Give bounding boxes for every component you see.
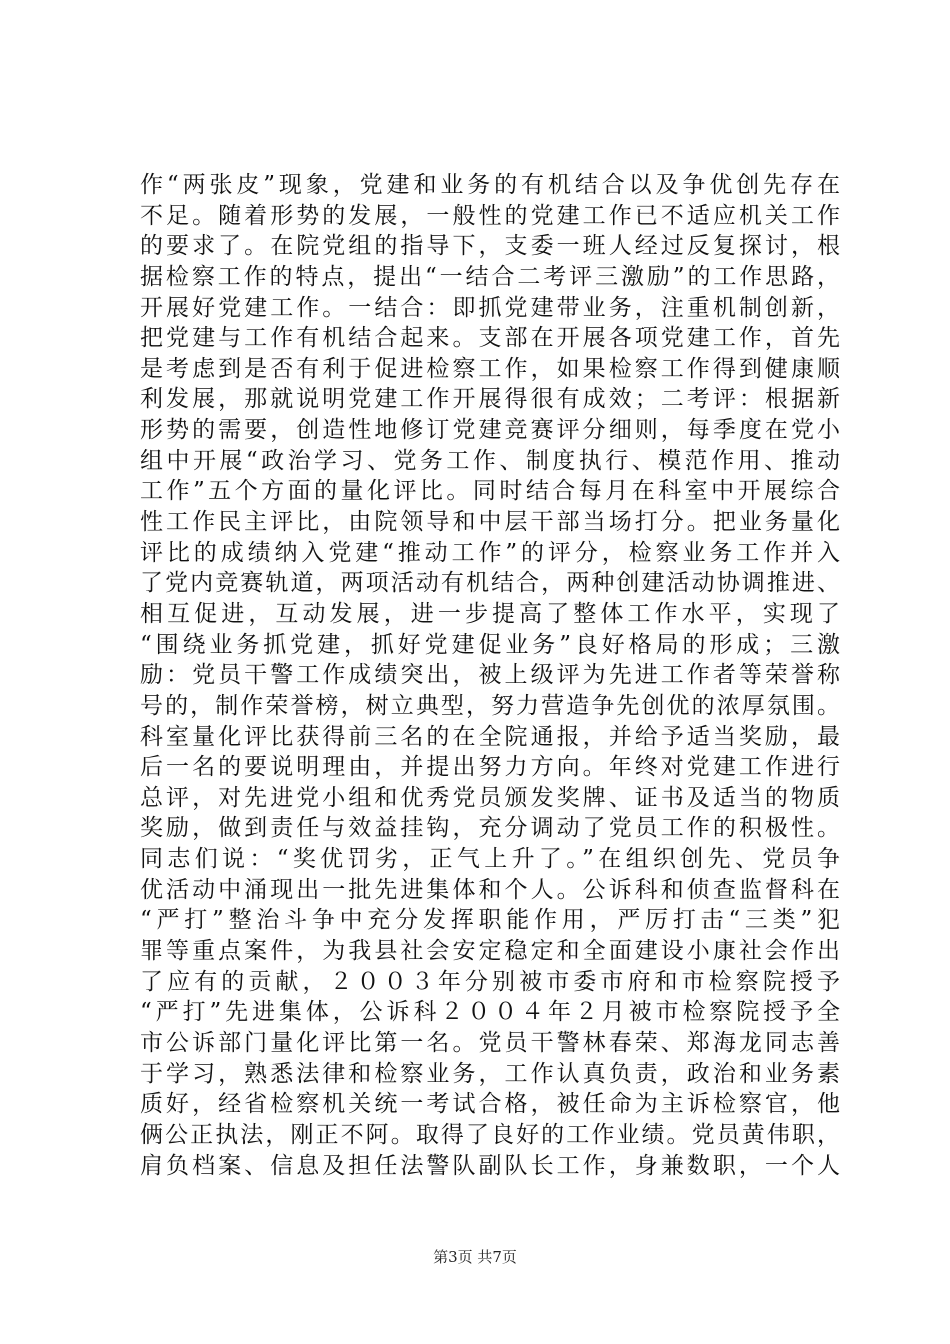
text-line: 科室量化评比获得前三名的在全院通报，并给予适当奖励，最 bbox=[140, 723, 840, 750]
text-line: 俩公正执法，刚正不阿。取得了良好的工作业绩。党员黄伟职， bbox=[140, 1121, 840, 1148]
text-line: 开展好党建工作。一结合：即抓党建带业务，注重机制创新， bbox=[140, 294, 840, 321]
text-line: 评比的成绩纳入党建“推动工作”的评分，检察业务工作并入 bbox=[140, 539, 840, 566]
page-number-footer: 第3页 共7页 bbox=[433, 1248, 517, 1266]
text-line: 于学习，熟悉法律和检察业务，工作认真负责，政治和业务素 bbox=[140, 1060, 840, 1087]
text-line: 了党内竞赛轨道，两项活动有机结合，两种创建活动协调推进、 bbox=[140, 570, 840, 597]
text-line: 的要求了。在院党组的指导下，支委一班人经过反复探讨，根 bbox=[140, 233, 840, 260]
text-line: 肩负档案、信息及担任法警队副队长工作，身兼数职，一个人 bbox=[140, 1152, 840, 1179]
text-line: 作“两张皮”现象，党建和业务的有机结合以及争优创先存在 bbox=[140, 172, 840, 198]
text-line: 罪等重点案件，为我县社会安定稳定和全面建设小康社会作出 bbox=[140, 938, 840, 965]
text-line: 相互促进，互动发展，进一步提高了整体工作水平，实现了 bbox=[140, 600, 840, 627]
text-line: 优活动中涌现出一批先进集体和个人。公诉科和侦查监督科在 bbox=[140, 876, 840, 903]
text-line: 质好，经省检察机关统一考试合格，被任命为主诉检察官，他 bbox=[140, 1091, 840, 1118]
document-body bbox=[140, 170, 840, 1181]
text-line: 把党建与工作有机结合起来。支部在开展各项党建工作，首先 bbox=[140, 325, 840, 352]
text-line: 市公诉部门量化评比第一名。党员干警林春荣、郑海龙同志善 bbox=[140, 1029, 840, 1056]
text-line: 是考虑到是否有利于促进检察工作，如果检察工作得到健康顺 bbox=[140, 355, 840, 382]
text-line: 性工作民主评比，由院领导和中层干部当场打分。把业务量化 bbox=[140, 509, 840, 536]
text-line: 工作”五个方面的量化评比。同时结合每月在科室中开展综合 bbox=[140, 478, 840, 505]
text-line: 了应有的贡献，２００３年分别被市委市府和市检察院授予 bbox=[140, 968, 840, 995]
text-line: 励：党员干警工作成绩突出，被上级评为先进工作者等荣誉称 bbox=[140, 662, 840, 689]
text-line: “严打”先进集体，公诉科２００４年２月被市检察院授予全 bbox=[140, 999, 840, 1026]
text-line: 据检察工作的特点，提出“一结合二考评三激励”的工作思路， bbox=[140, 263, 840, 290]
text-line: “严打”整治斗争中充分发挥职能作用，严厉打击“三类”犯 bbox=[140, 907, 840, 934]
text-line: 利发展，那就说明党建工作开展得很有成效；二考评：根据新 bbox=[140, 386, 840, 413]
text-line: 同志们说：“奖优罚劣，正气上升了。”在组织创先、党员争 bbox=[140, 846, 840, 873]
text-line: 号的，制作荣誉榜，树立典型，努力营造争先创优的浓厚氛围。 bbox=[140, 692, 840, 719]
text-line: 不足。随着形势的发展，一般性的党建工作已不适应机关工作 bbox=[140, 202, 840, 229]
text-line: 总评，对先进党小组和优秀党员颁发奖牌、证书及适当的物质 bbox=[140, 784, 840, 811]
text-line: 后一名的要说明理由，并提出努力方向。年终对党建工作进行 bbox=[140, 754, 840, 781]
text-line: 组中开展“政治学习、党务工作、制度执行、模范作用、推动 bbox=[140, 447, 840, 474]
text-line: 形势的需要，创造性地修订党建竞赛评分细则，每季度在党小 bbox=[140, 417, 840, 444]
text-line: 奖励，做到责任与效益挂钩，充分调动了党员工作的积极性。 bbox=[140, 815, 840, 842]
text-line: “围绕业务抓党建，抓好党建促业务”良好格局的形成；三激 bbox=[140, 631, 840, 658]
